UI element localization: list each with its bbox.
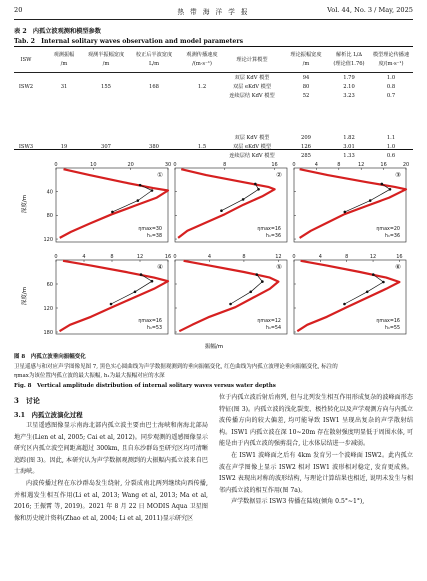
observed-point (151, 280, 154, 283)
h1-label: h₁=38 (146, 234, 162, 239)
observed-point (134, 291, 137, 294)
observed-point (140, 273, 143, 276)
panel-number: ⑤ (276, 263, 282, 271)
right-column (219, 392, 413, 508)
figure-caption-en: Fig. 8 Vertical amplitude distribution of internal solitary waves versus water depths (14, 383, 276, 389)
observed-point (382, 281, 385, 284)
x-tick-label: 10 (90, 162, 97, 168)
observed-point (381, 183, 384, 186)
x-tick-label: 8 (337, 162, 341, 168)
parameters-table (14, 47, 413, 159)
x-tick-label: 0 (292, 254, 296, 260)
eta-max-label: ηmax=16 (376, 319, 400, 324)
table-cell: 285 (301, 153, 311, 159)
observed-point (254, 183, 257, 186)
table-isw-cell: ISW2 (18, 84, 34, 90)
right-paragraph-3: 声学数据显示 ISW3 传播在陆坡(倾角 0.5°~1°), (231, 498, 365, 506)
table-header-rule (14, 72, 413, 73)
table-cell: 307 (101, 144, 111, 150)
table-cell: 双层 KdV 模型 (234, 75, 270, 81)
panel-number: ③ (395, 171, 401, 179)
table-cell: 0.7 (386, 93, 396, 99)
right-paragraph-1: 位于内孤立波后射后南列, 但与北列发生相互作用形成复杂的波峰面形态特征(图 3)。内孤立波的浅化裂变、极性转化以及声学观测方向与内孤立波传播方向的较大偏差, 均可能导致 ISW1 呈现出复杂的声学散射结构。ISW1 内孤立波在深 10~20m 存在散射强度明显低于周围水体, 可能是由于内孤立波的强剪混合, 让水体层结进一步减弱。 (219, 394, 413, 448)
table-header-cell: /m (102, 61, 110, 67)
left-paragraph-2: 内波传播过程在东沙群岛发生绕射, 分裂成南北两列继续向西传播, 并相遇发生相互作用(Li et al, 2013; Wang et al, 2013; Ma et al, 2016; 王振霄 等, 2019)。2021 年 8 月 22 日 MODIS Aqua 卫星图像和历史统计资料(Zhao et al, 2004; Li et al, 2011)显示研究区 (14, 479, 208, 522)
observed-point (249, 291, 252, 294)
x-axis-label: 振幅/m (204, 344, 224, 350)
eta-max-label: ηmax=16 (257, 227, 281, 232)
table-header-cell: /m (60, 61, 68, 67)
observed-point (242, 198, 245, 201)
table-cell: 3.01 (343, 144, 355, 150)
observed-point (344, 211, 347, 214)
x-tick-label: 4 (82, 254, 86, 260)
x-tick-label: 0 (54, 254, 58, 260)
table-cell: 31 (60, 84, 68, 90)
table-header-cell: 观测传播速度 (186, 52, 218, 58)
running-header (14, 6, 413, 18)
table-cell: 1.2 (197, 84, 207, 90)
x-tick-label: 4 (314, 162, 318, 168)
table-header-cell: 度/(m·s⁻¹) (378, 61, 404, 67)
table-isw-cell: ISW3 (18, 144, 34, 150)
table-header-cell: 理论振幅宽度 (290, 52, 322, 58)
table-header-cell: 观测振幅 (53, 52, 75, 58)
table-cell: 2.10 (343, 84, 355, 90)
table-cell: 94 (302, 75, 310, 81)
x-tick-label: 8 (242, 254, 246, 260)
table-cell: 连续层结 KdV 模型 (229, 93, 275, 99)
panel-number: ④ (157, 263, 163, 271)
observed-point (139, 184, 142, 187)
observed-point (255, 273, 258, 276)
observed-point (137, 199, 140, 202)
observed-point (151, 189, 154, 192)
table-cell: 1.82 (343, 135, 355, 141)
x-tick-label: 12 (369, 254, 377, 260)
table-cell: 19 (60, 144, 68, 150)
x-tick-label: 8 (110, 254, 114, 260)
x-tick-label: 12 (275, 254, 282, 260)
left-column (14, 420, 208, 524)
table-cell: 1.0 (386, 75, 396, 81)
x-tick-label: 12 (136, 254, 144, 260)
h1-label: h₁=54 (265, 326, 281, 331)
observed-line (231, 275, 263, 304)
table-cell: 380 (149, 144, 159, 150)
figure-caption-cn: 图 8 内孤立波垂向振幅变化 (14, 354, 86, 360)
table-cell: 双层 eKdV 模型 (232, 84, 272, 90)
table-header-cell: 观测半振幅宽度 (87, 52, 125, 58)
header-rule (14, 19, 413, 20)
x-tick-label: 16 (380, 162, 387, 168)
table-cell: 1.5 (197, 144, 207, 150)
observed-point (372, 273, 375, 276)
table-cell: 126 (301, 144, 311, 150)
left-paragraph-1: 卫星遥感图像显示南海北部内孤立波主要由巴士海峡和南海北部局地产生(Lien et al, 2005; Cai et al, 2012)。同步观测的遥感图像显示研究区内孤立波空间距离超过 300km, 且自东沙群岛至研究区均可清晰追踪(图 3)。因此, 本研究认为声学数据观测到的大振幅内孤立波来自巴士海峡。 (14, 422, 208, 476)
table-cell: 3.23 (343, 93, 355, 99)
table-cell: 155 (101, 84, 111, 90)
x-tick-label: 8 (223, 162, 227, 168)
y-axis-label-top: 深度/m (22, 194, 28, 214)
h1-label: h₁=36 (265, 234, 281, 239)
table-header-cell: /(m·s⁻¹) (192, 61, 212, 67)
table-header-cell: 理论计算模型 (236, 57, 268, 63)
table-cell: 双层 eKdV 模型 (232, 144, 272, 150)
table-cell: 1.1 (386, 135, 396, 141)
x-tick-label: 0 (173, 162, 177, 168)
observed-line (345, 184, 390, 212)
observed-point (220, 209, 223, 212)
x-tick-label: 4 (207, 254, 212, 260)
table-header-cell: 模型理论传播速 (372, 52, 410, 58)
table-cell: 0.8 (386, 84, 396, 90)
volume-info: Vol. 44, No. 3 / May, 2025 (327, 6, 413, 14)
x-tick-label: 0 (173, 254, 177, 260)
table-header-cell: /m (302, 61, 310, 67)
journal-title: 热 带 海 洋 学 报 (177, 8, 250, 16)
eta-max-label: ηmax=12 (257, 319, 281, 324)
x-tick-label: 0 (292, 162, 296, 168)
x-tick-label: 20 (402, 162, 410, 168)
panel-number: ⑥ (395, 263, 401, 271)
h1-label: h₁=36 (384, 234, 400, 239)
x-tick-label: 4 (318, 254, 322, 260)
x-tick-label: 8 (345, 254, 349, 260)
table-header-cell: (理论值1.76) (333, 61, 365, 67)
x-tick-label: 0 (54, 162, 58, 168)
y-axis-label-bottom: 深度/m (22, 286, 28, 306)
h1-label: h₁=53 (146, 326, 162, 331)
table-cell: 52 (302, 93, 310, 99)
x-tick-label: 12 (358, 162, 365, 168)
table-cell: 连续层结 KdV 模型 (229, 153, 275, 159)
y-tick-label: 180 (43, 329, 53, 336)
observed-point (111, 211, 114, 214)
table-header-cell: 解析比 L/∆ (335, 52, 363, 58)
h1-label: h₁=55 (384, 326, 400, 331)
eta-max-label: ηmax=20 (376, 227, 400, 232)
table-cell: 1.79 (343, 75, 355, 81)
x-tick-label: 16 (396, 254, 403, 260)
x-tick-label: 16 (271, 162, 278, 168)
table-cell: 1.0 (386, 144, 396, 150)
observed-point (366, 291, 369, 294)
eta-max-label: ηmax=16 (138, 319, 162, 324)
table-cell: 双层 KdV 模型 (234, 135, 270, 141)
y-tick-label: 80 (46, 213, 53, 220)
y-tick-label: 60 (46, 281, 53, 288)
eta-max-label: ηmax=30 (138, 227, 162, 232)
table-header-cell: L/m (148, 61, 160, 67)
right-paragraph-2: 在 ISW1 波峰面之后有 4km 发育另一个波峰面 ISW2。此内孤立波在声学图像上显示 ISW2 相对 ISW1 波形相对稳定, 发育更成熟。ISW2 表现出对称的波形结构, 与理论计算结果也相近, 说明未发生与相邻内孤立波的相互作用(图 7a)。 (219, 451, 413, 494)
y-tick-label: 40 (46, 189, 53, 196)
table-cell: 0.6 (386, 153, 396, 159)
y-tick-label: 120 (43, 305, 53, 312)
observed-point (110, 303, 113, 306)
figure-note-2: ηmax为该位置内孤立波的最大振幅, h₁为最大振幅对应的水深 (14, 373, 165, 379)
table-cell: 168 (149, 84, 159, 90)
x-tick-label: 20 (127, 162, 134, 168)
table-cell: 209 (301, 135, 311, 141)
table-caption-en: Tab. 2 Internal solitary waves observation and model parameters (14, 38, 244, 45)
observed-point (257, 188, 260, 191)
observed-point (343, 303, 346, 306)
y-tick-label: 120 (43, 236, 53, 243)
table-bottom-rule (14, 149, 413, 150)
observed-point (261, 280, 264, 283)
section-heading: 3 讨论 (14, 396, 40, 405)
table-cell: 80 (302, 84, 310, 90)
figure-8-panels (14, 154, 413, 350)
subsection-heading: 3.1 内孤立波演化过程 (14, 411, 83, 419)
observed-point (389, 188, 392, 191)
table-cell: 1.33 (343, 153, 355, 159)
panel-number: ① (157, 171, 163, 179)
page-number: 20 (14, 6, 23, 14)
x-tick-label: 16 (164, 254, 172, 260)
panel-number: ② (276, 171, 282, 179)
x-tick-label: 30 (164, 162, 172, 168)
figure-note-1: 卫星遥感与和对应声学图像见图 7, 黑色实心圆曲线为声学数据观测到的垂向振幅变化, 红色曲线为内孤立波理论垂向振幅变化, 标注的 (14, 364, 338, 370)
observed-point (229, 303, 232, 306)
observed-point (369, 199, 372, 202)
table-caption-cn: 表 2 内孤立波观测和模型参数 (14, 28, 101, 35)
table-header-cell: ISW (20, 57, 32, 63)
table-header-cell: 校正后半波宽度 (135, 52, 173, 58)
